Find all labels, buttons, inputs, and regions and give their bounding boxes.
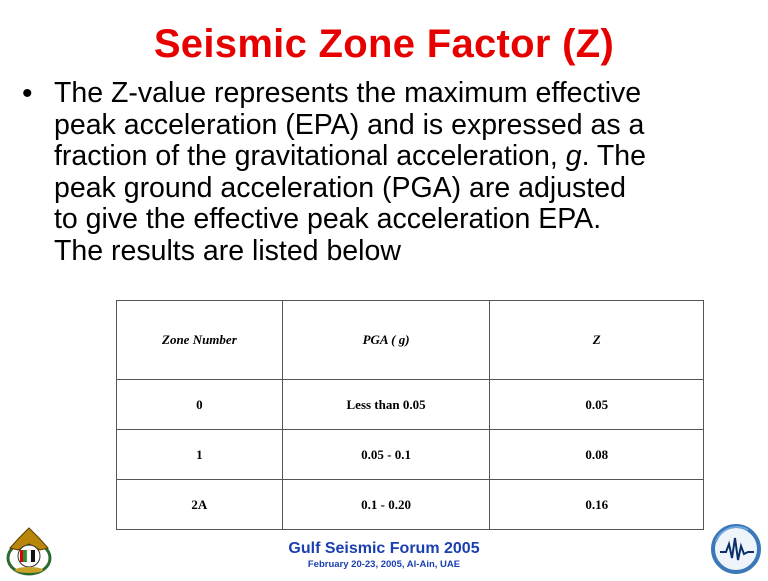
table-row bbox=[117, 380, 704, 430]
cell-zone: 2A bbox=[117, 480, 283, 530]
bullet-line: peak ground acceleration (PGA) are adjusted bbox=[54, 171, 626, 204]
footer-title: Gulf Seismic Forum 2005 bbox=[288, 540, 480, 557]
header-pga: PGA ( g) bbox=[282, 301, 490, 380]
cell-pga: Less than 0.05 bbox=[282, 380, 490, 430]
cell-z: 0.08 bbox=[490, 430, 704, 480]
table-header-row bbox=[117, 301, 704, 380]
bullet-line: The results are listed below bbox=[54, 234, 401, 267]
zone-factor-table bbox=[116, 300, 704, 530]
header-zone-number: Zone Number bbox=[117, 301, 283, 380]
cell-z: 0.16 bbox=[490, 480, 704, 530]
cell-zone: 1 bbox=[117, 430, 283, 480]
cell-pga: 0.1 - 0.20 bbox=[282, 480, 490, 530]
slide-title: Seismic Zone Factor (Z) bbox=[153, 22, 615, 66]
bullet-line: peak acceleration (EPA) and is expressed as a bbox=[54, 108, 645, 141]
seismic-forum-logo bbox=[708, 522, 764, 576]
bullet-dot-icon: • bbox=[22, 77, 33, 110]
cell-zone: 0 bbox=[117, 380, 283, 430]
footer-subtitle: February 20-23, 2005, Al-Ain, UAE bbox=[307, 559, 461, 570]
table-row bbox=[117, 480, 704, 530]
cell-z: 0.05 bbox=[490, 380, 704, 430]
cell-pga: 0.05 - 0.1 bbox=[282, 430, 490, 480]
bullet-line: The Z-value represents the maximum effective bbox=[54, 77, 642, 109]
bullet-line: to give the effective peak acceleration EPA. bbox=[54, 203, 602, 235]
bullet-line: fraction of the gravitational acceleration, g. The bbox=[54, 140, 647, 172]
bullet-text bbox=[54, 78, 762, 267]
header-z: Z bbox=[490, 301, 704, 380]
table-row bbox=[117, 430, 704, 480]
